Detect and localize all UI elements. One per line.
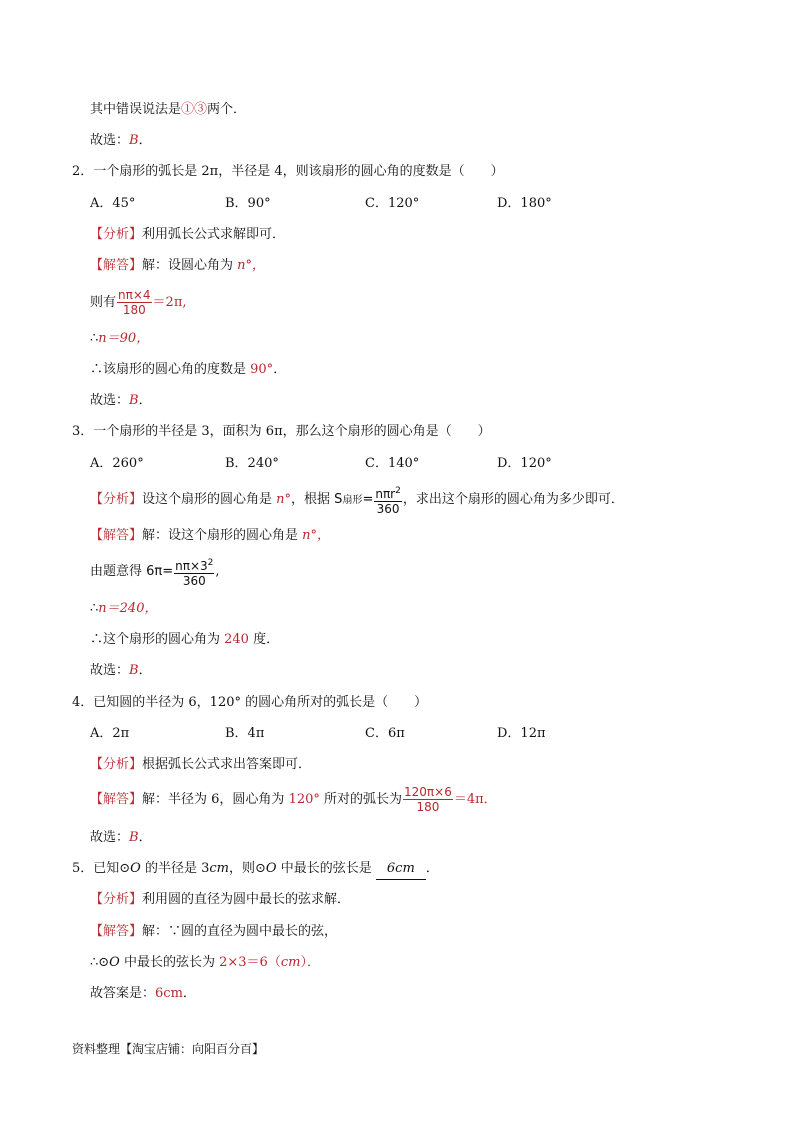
text: 故选： (90, 133, 130, 148)
q3-step-2 (90, 630, 279, 650)
numerator: nπ×4 (118, 288, 151, 302)
text: 5．已知⊙ (72, 861, 131, 876)
answer-letter: B (129, 133, 139, 148)
highlight-text: n° (276, 492, 292, 507)
denominator: 360 (174, 573, 214, 588)
text: ． (138, 393, 152, 408)
analysis-label: 【分析】 (90, 227, 143, 242)
q2-equation (90, 288, 187, 318)
q3-option-c: C．140° (365, 456, 420, 471)
text: 其中错误说法是 (90, 102, 182, 117)
denominator: 180 (117, 302, 152, 317)
fraction (117, 288, 152, 317)
q3-option-a: A．260° (90, 456, 144, 471)
superscript: 2 (395, 485, 401, 496)
q5-final (90, 984, 196, 1004)
q2-answer (90, 256, 265, 276)
text: nπ×3 (175, 558, 208, 573)
q2-choice (90, 391, 152, 411)
text: 所对的弧长为 (319, 792, 403, 807)
q3-equation (90, 554, 220, 590)
question-2-stem: 2．一个扇形的弧长是 2π，半径是 4，则该扇形的圆心角的度数是（ ） (72, 164, 504, 179)
text: ∴ (90, 331, 99, 346)
text: = (362, 492, 374, 507)
fraction (374, 484, 402, 516)
highlight-text: n＝240， (98, 601, 158, 616)
superscript: 2 (207, 557, 214, 568)
question-4-stem: 4．已知圆的半径为 6，120° 的圆心角所对的弧长是（ ） (72, 695, 428, 710)
text: 中最长的弦长是 (276, 861, 376, 876)
q2-step-1 (90, 329, 149, 349)
highlight-text: 6cm (155, 986, 183, 1001)
question-3-stem: 3．一个扇形的半径是 3，面积为 6π，那么这个扇形的圆心角是（ ） (72, 424, 491, 439)
text: 则有 (90, 295, 117, 310)
numerator (174, 556, 214, 573)
text: ∴该扇形的圆心角的度数是 (90, 362, 251, 377)
q3-answer (90, 526, 330, 546)
highlight-text: n°， (302, 528, 331, 543)
q5-step-1 (90, 953, 320, 973)
question-5-stem (72, 859, 439, 880)
text: O (109, 955, 120, 970)
q2-analysis (90, 225, 285, 245)
text: ． (273, 362, 287, 377)
highlight-text: cm (280, 955, 301, 970)
text: ． (138, 663, 152, 678)
q2-option-c: C．120° (365, 196, 420, 211)
sector-area-symbol (334, 492, 373, 507)
q2-option-a: A．45° (90, 196, 136, 211)
answer-letter: B (129, 830, 139, 845)
highlight-text: ①③ (181, 102, 208, 117)
text: 利用弧长公式求解即可． (142, 227, 286, 242)
text: ＝2π, (152, 295, 187, 310)
answer-label: 【解答】 (90, 258, 143, 273)
answer-label: 【解答】 (90, 792, 143, 807)
q3-option-d: D．120° (497, 456, 552, 471)
highlight-text: 120° (288, 792, 320, 807)
analysis-label: 【分析】 (90, 892, 143, 907)
text: O (130, 861, 141, 876)
highlight-text: n＝90， (98, 331, 150, 346)
text: 两个． (207, 102, 247, 117)
q3-option-b: B．240° (225, 456, 279, 471)
q4-option-c: C．6π (365, 726, 405, 741)
q3-analysis (90, 482, 624, 519)
q4-option-a: A．2π (90, 726, 130, 741)
fraction (174, 556, 214, 588)
highlight-text: ＝4π． (453, 792, 497, 807)
answer-letter: B (129, 393, 139, 408)
answer-letter: B (129, 663, 139, 678)
q4-option-d: D．12π (497, 726, 546, 741)
highlight-text: 240 (224, 632, 249, 647)
text: S (334, 492, 343, 507)
q4-option-b: B．4π (225, 726, 265, 741)
text: ，根据 (291, 492, 335, 507)
analysis-label: 【分析】 (90, 757, 143, 772)
answer-blank: 6cm (376, 859, 426, 880)
text: 故选： (90, 663, 130, 678)
text: nπr (375, 486, 396, 501)
q3-choice (90, 661, 152, 681)
text: ∴这个扇形的圆心角为 (90, 632, 225, 647)
fraction (403, 785, 453, 814)
highlight-text: 2×3＝6（ (219, 955, 281, 970)
highlight-text: ）． (300, 955, 320, 970)
answer-label: 【解答】 (90, 528, 143, 543)
text: 解：半径为 6，圆心角为 (142, 792, 289, 807)
highlight-text: n°， (237, 258, 266, 273)
q4-choice (90, 828, 152, 848)
numerator: 120π×6 (404, 785, 452, 799)
text: 根据弧长公式求出答案即可． (142, 757, 312, 772)
text: 故选： (90, 830, 130, 845)
footer-note: 资料整理【淘宝店铺：向阳百分百】 (72, 1042, 265, 1056)
q5-answer (90, 922, 337, 942)
text: ． (182, 986, 196, 1001)
text: 设这个扇形的圆心角是 (142, 492, 277, 507)
text: 解：∵圆的直径为圆中最长的弦， (142, 924, 338, 939)
text: ． (138, 133, 152, 148)
q2-option-b: B．90° (225, 196, 271, 211)
text: ∴⊙ (90, 955, 110, 970)
q4-analysis (90, 755, 311, 775)
subscript: 扇形 (342, 495, 363, 506)
text: 解：设圆心角为 (142, 258, 238, 273)
text: ，则⊙ (229, 861, 266, 876)
text: ，求出这个扇形的圆心角为多少即可． (402, 492, 624, 507)
text: 的半径是 3 (140, 861, 210, 876)
text: 解：设这个扇形的圆心角是 (142, 528, 303, 543)
numerator (374, 484, 402, 501)
text: ． (425, 861, 439, 876)
text: O (265, 861, 277, 876)
answer-label: 【解答】 (90, 924, 143, 939)
text: cm (209, 861, 229, 876)
text: 6π= (146, 564, 174, 579)
text: 中最长的弦长为 (119, 955, 220, 970)
text: 度． (248, 632, 280, 647)
highlight-text: 90° (250, 362, 274, 377)
text: ． (138, 830, 152, 845)
text: ∴ (90, 601, 99, 616)
denominator: 360 (374, 501, 402, 516)
q5-analysis (90, 890, 350, 910)
text: 故答案是： (90, 986, 156, 1001)
q2-option-d: D．180° (497, 196, 552, 211)
text: 由题意得 (90, 564, 147, 579)
text: 利用圆的直径为圆中最长的弦求解． (142, 892, 351, 907)
text-line (90, 100, 246, 120)
text: , (215, 564, 220, 579)
choice-line (90, 131, 152, 151)
q2-step-2 (90, 360, 286, 380)
q4-answer (90, 784, 497, 816)
text: 故选： (90, 393, 130, 408)
analysis-label: 【分析】 (90, 492, 143, 507)
denominator: 180 (403, 799, 453, 814)
q3-step-1 (90, 599, 157, 619)
